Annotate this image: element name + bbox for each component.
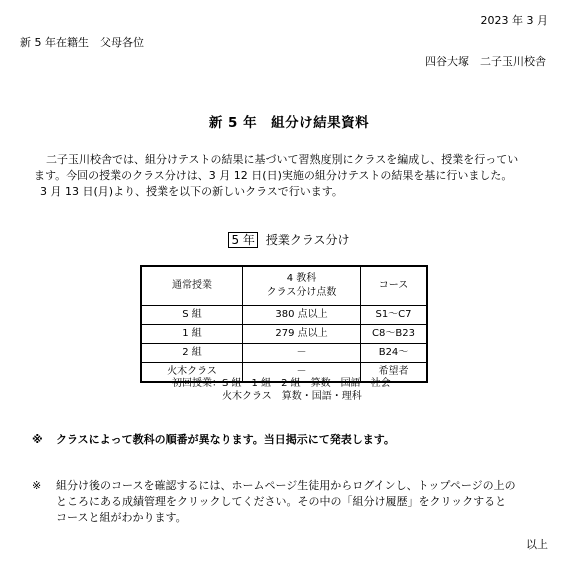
intro-line-1: 二子玉川校舎では、組分けテストの結果に基づいて習熟度別にクラスを編成し、授業を行ってい bbox=[46, 153, 519, 166]
table-cell-course: S1～C7 bbox=[361, 306, 428, 325]
table-header-course: コース bbox=[361, 266, 428, 306]
intro-line-3: 3 月 13 日(月)より、授業を以下の新しいクラスで行います。 bbox=[40, 185, 343, 198]
note-mark: ※ bbox=[32, 433, 43, 446]
note-2-line-1: 組分け後のコースを確認するには、ホームページ生徒用からログインし、トップページの上の bbox=[56, 479, 516, 492]
section-heading bbox=[0, 232, 578, 248]
note-2-line-3: コースと組がわかります。 bbox=[56, 511, 187, 524]
note-1-text: クラスによって教科の順番が異なります。当日掲示にて発表します。 bbox=[56, 433, 395, 446]
section-heading-text: 授業クラス分け bbox=[265, 233, 350, 247]
intro-paragraph bbox=[34, 152, 554, 200]
document-date: 2023 年 3 月 bbox=[480, 14, 548, 27]
table-cell-score: － bbox=[243, 363, 361, 383]
footnote-line-2: 火木クラス 算数・国語・理科 bbox=[172, 391, 362, 402]
class-table bbox=[140, 265, 428, 383]
intro-line-2: ます。今回の授業のクラス分けは、3 月 12 日(日)実施の組分けテストの結果を基に行いました。 bbox=[34, 169, 513, 182]
table-cell-score: － bbox=[243, 344, 361, 363]
table-header-class: 通常授業 bbox=[141, 266, 243, 306]
note-course-check bbox=[32, 478, 516, 526]
table-cell-score: 380 点以上 bbox=[243, 306, 361, 325]
note-mark: ※ bbox=[32, 479, 42, 492]
footnote-line-1: 初回授業：S 組・1 組・2 組 算数・国語・社会 bbox=[172, 378, 391, 389]
sender-line: 四谷大塚 二子玉川校舎 bbox=[425, 55, 546, 68]
table-cell-course: 希望者 bbox=[361, 363, 428, 383]
table-header-score bbox=[243, 266, 361, 306]
table-cell-class: S 組 bbox=[141, 306, 243, 325]
table-cell-score: 279 点以上 bbox=[243, 325, 361, 344]
table-row bbox=[141, 306, 427, 325]
table-cell-course: C8～B23 bbox=[361, 325, 428, 344]
note-subject-order bbox=[32, 433, 395, 447]
note-2-line-2: ところにある成績管理をクリックしてください。その中の「組分け履歴」をクリックすると bbox=[56, 495, 507, 508]
table-header-score-line1: 4 教科 bbox=[286, 273, 317, 284]
grade-box: 5 年 bbox=[228, 232, 257, 248]
first-class-footnote bbox=[172, 377, 391, 403]
table-row bbox=[141, 325, 427, 344]
table-cell-class: 2 組 bbox=[141, 344, 243, 363]
table-row bbox=[141, 344, 427, 363]
document-title: 新 5 年 組分け結果資料 bbox=[208, 115, 370, 131]
table-header-row bbox=[141, 266, 427, 306]
table-cell-class: 1 組 bbox=[141, 325, 243, 344]
table-header-score-line2: クラス分け点数 bbox=[266, 287, 337, 298]
recipient-line: 新 5 年在籍生 父母各位 bbox=[20, 36, 144, 49]
closing-mark: 以上 bbox=[526, 538, 548, 551]
table-cell-class: 火木クラス bbox=[141, 363, 243, 383]
table-cell-course: B24～ bbox=[361, 344, 428, 363]
